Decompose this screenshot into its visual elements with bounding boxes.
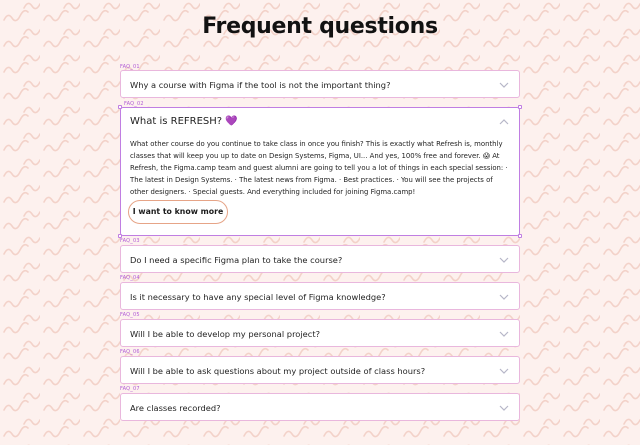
faq-item-expanded[interactable] — [120, 107, 520, 236]
faq-question: Are classes recorded? — [130, 403, 221, 413]
know-more-button[interactable]: I want to know more — [128, 200, 228, 224]
faq-tag: FAQ_01 — [120, 64, 140, 70]
faq-item[interactable] — [120, 393, 520, 421]
faq-item[interactable] — [120, 282, 520, 310]
chevron-up-icon[interactable] — [498, 117, 510, 127]
faq-tag: FAQ_02 — [124, 101, 144, 107]
faq-item[interactable] — [120, 70, 520, 98]
faq-item[interactable] — [120, 356, 520, 384]
chevron-down-icon[interactable] — [498, 329, 510, 339]
faq-question: Will I be able to ask questions about my project outside of class hours? — [130, 366, 426, 376]
chevron-down-icon[interactable] — [498, 80, 510, 90]
faq-tag: FAQ_04 — [120, 275, 140, 281]
selection-handle — [518, 234, 522, 238]
faq-answer: What other course do you continue to take class in once you finish? This is exactly what Refresh is, monthly classes that will keep you up to date on Design Systems, Figma, UI... And yes, 100% free and forever. 😱 At Refresh, the Figma.camp team and guest alumni are going to tell you a lot of things in each special session: · The latest in Design Systems. · The latest news from Figma. · Best practices. · You will see the projects of other designers. · Special guests. And everything included for joining Figma.camp! — [130, 140, 508, 196]
page-title: Frequent questions — [202, 14, 438, 39]
faq-item[interactable] — [120, 245, 520, 273]
faq-question: What is REFRESH? 💜 — [130, 116, 238, 127]
faq-question: Do I need a specific Figma plan to take the course? — [130, 255, 343, 265]
chevron-down-icon[interactable] — [498, 255, 510, 265]
chevron-down-icon[interactable] — [498, 403, 510, 413]
chevron-down-icon[interactable] — [498, 292, 510, 302]
chevron-down-icon[interactable] — [498, 366, 510, 376]
faq-tag: FAQ_07 — [120, 386, 140, 392]
faq-tag: FAQ_06 — [120, 349, 140, 355]
faq-question: Why a course with Figma if the tool is not the important thing? — [130, 80, 391, 90]
selection-handle — [118, 105, 122, 109]
selection-handle — [518, 105, 522, 109]
faq-question: Is it necessary to have any special level of Figma knowledge? — [130, 292, 386, 302]
faq-question: Will I be able to develop my personal project? — [130, 329, 320, 339]
faq-tag: FAQ_05 — [120, 312, 140, 318]
faq-tag: FAQ_03 — [120, 238, 140, 244]
faq-item[interactable] — [120, 319, 520, 347]
